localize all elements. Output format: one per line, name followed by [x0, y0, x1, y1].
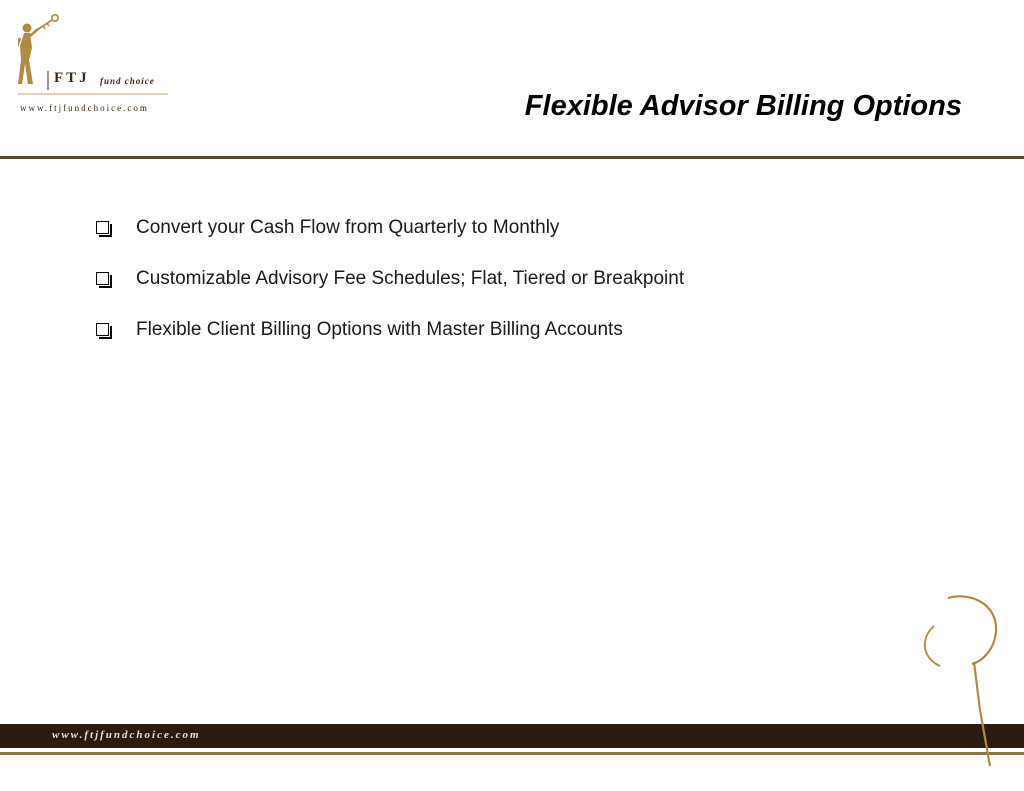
bullet-list [96, 214, 684, 367]
footer-url: www.ftjfundchoice.com [52, 729, 201, 741]
header-divider [0, 156, 1024, 159]
checkbox-bullet-icon [96, 221, 109, 234]
bullet-item [96, 265, 684, 292]
logo-tagline: fund choice [100, 76, 155, 86]
footer-divider [0, 752, 1024, 755]
company-logo [18, 14, 178, 118]
checkbox-bullet-icon [96, 272, 109, 285]
bullet-text: Flexible Client Billing Options with Master Billing Accounts [136, 318, 623, 340]
footer-band [0, 724, 1024, 748]
bullet-text: Convert your Cash Flow from Quarterly to Monthly [136, 216, 560, 238]
logo-url: www.ftjfundchoice.com [20, 103, 149, 113]
bullet-text: Customizable Advisory Fee Schedules; Flat, Tiered or Breakpoint [136, 267, 685, 289]
logo-brand-text: FTJ [54, 70, 90, 86]
slide-title: Flexible Advisor Billing Options [524, 90, 962, 122]
bullet-item [96, 316, 684, 343]
bullet-item [96, 214, 684, 241]
key-ornament-icon [910, 590, 1010, 770]
checkbox-bullet-icon [96, 323, 109, 336]
